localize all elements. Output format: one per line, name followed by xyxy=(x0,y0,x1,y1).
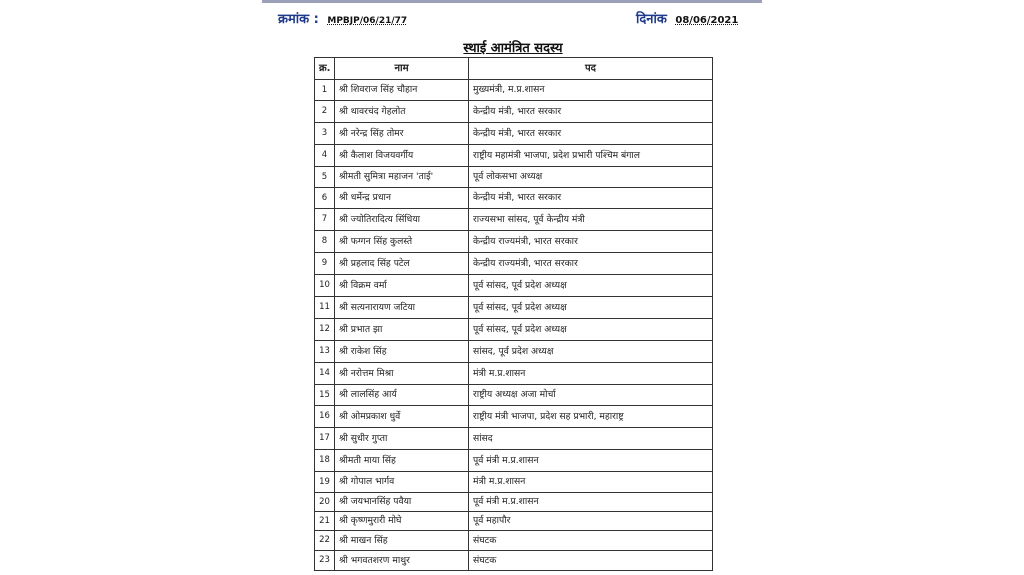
row-member-name: श्री ज्योतिरादित्य सिंधिया xyxy=(335,209,469,231)
row-member-post: राष्ट्रीय महामंत्री भाजपा, प्रदेश प्रभारी पश्चिम बंगाल xyxy=(469,145,713,167)
row-member-name: श्री थावरचंद गेहलोत xyxy=(335,101,469,123)
row-member-name: श्री विक्रम वर्मा xyxy=(335,275,469,297)
column-header-post: पद xyxy=(469,58,713,80)
table-row xyxy=(315,123,713,145)
row-member-name: श्री गोपाल भार्गव xyxy=(335,472,469,493)
table-row xyxy=(315,512,713,531)
table-row xyxy=(315,145,713,167)
row-member-name: श्री माखन सिंह xyxy=(335,531,469,551)
row-serial-number: 18 xyxy=(315,450,335,472)
row-serial-number: 8 xyxy=(315,231,335,253)
table-row xyxy=(315,167,713,188)
row-serial-number: 10 xyxy=(315,275,335,297)
row-member-post: केन्द्रीय राज्यमंत्री, भारत सरकार xyxy=(469,253,713,275)
row-serial-number: 5 xyxy=(315,167,335,188)
row-serial-number: 3 xyxy=(315,123,335,145)
row-member-name: श्री कृष्णमुरारी मोघे xyxy=(335,512,469,531)
row-serial-number: 1 xyxy=(315,80,335,101)
row-member-post: पूर्व सांसद, पूर्व प्रदेश अध्यक्ष xyxy=(469,319,713,341)
table-row xyxy=(315,385,713,406)
row-member-name: श्री सुधीर गुप्ता xyxy=(335,428,469,450)
table-row xyxy=(315,80,713,101)
table-row xyxy=(315,472,713,493)
row-member-post: सांसद, पूर्व प्रदेश अध्यक्ष xyxy=(469,341,713,363)
row-serial-number: 22 xyxy=(315,531,335,551)
row-serial-number: 9 xyxy=(315,253,335,275)
row-member-post: केन्द्रीय मंत्री, भारत सरकार xyxy=(469,123,713,145)
row-serial-number: 4 xyxy=(315,145,335,167)
reference-label: क्रमांक : xyxy=(278,12,319,27)
table-row xyxy=(315,253,713,275)
row-serial-number: 12 xyxy=(315,319,335,341)
date-label: दिनांक xyxy=(636,12,667,27)
row-serial-number: 23 xyxy=(315,551,335,571)
table-header-row xyxy=(315,58,713,80)
row-member-post: पूर्व सांसद, पूर्व प्रदेश अध्यक्ष xyxy=(469,297,713,319)
table-row xyxy=(315,209,713,231)
row-member-post: मुख्यमंत्री, म.प्र.शासन xyxy=(469,80,713,101)
row-member-post: संघटक xyxy=(469,551,713,571)
row-member-name: श्री भगवतशरण माथुर xyxy=(335,551,469,571)
row-member-post: मंत्री म.प्र.शासन xyxy=(469,363,713,385)
table-row xyxy=(315,493,713,512)
row-member-name: श्री फग्गन सिंह कुलस्ते xyxy=(335,231,469,253)
reference-value: MPBJP/06/21/77 xyxy=(327,16,408,26)
table-row xyxy=(315,275,713,297)
column-header-serial: क्र. xyxy=(315,58,335,80)
row-serial-number: 7 xyxy=(315,209,335,231)
row-member-name: श्री सत्यनारायण जटिया xyxy=(335,297,469,319)
row-member-post: सांसद xyxy=(469,428,713,450)
row-member-post: राज्यसभा सांसद, पूर्व केन्द्रीय मंत्री xyxy=(469,209,713,231)
table-row xyxy=(315,319,713,341)
row-member-name: श्रीमती माया सिंह xyxy=(335,450,469,472)
row-member-post: राष्ट्रीय अध्यक्ष अजा मोर्चा xyxy=(469,385,713,406)
document-date xyxy=(636,9,738,27)
row-member-name: श्री नरोत्तम मिश्रा xyxy=(335,363,469,385)
letterhead-divider xyxy=(262,0,762,3)
row-member-name: श्री लालसिंह आर्य xyxy=(335,385,469,406)
row-member-post: संघटक xyxy=(469,531,713,551)
row-member-name: श्री शिवराज सिंह चौहान xyxy=(335,80,469,101)
table-row xyxy=(315,297,713,319)
row-member-name: श्री धर्मेन्द्र प्रधान xyxy=(335,188,469,209)
row-member-post: केन्द्रीय राज्यमंत्री, भारत सरकार xyxy=(469,231,713,253)
column-header-name: नाम xyxy=(335,58,469,80)
row-serial-number: 13 xyxy=(315,341,335,363)
row-member-name: श्री प्रहलाद सिंह पटेल xyxy=(335,253,469,275)
row-member-post: राष्ट्रीय मंत्री भाजपा, प्रदेश सह प्रभारी, महाराष्ट्र xyxy=(469,406,713,428)
table-row xyxy=(315,341,713,363)
table-row xyxy=(315,363,713,385)
row-member-name: श्री राकेश सिंह xyxy=(335,341,469,363)
row-serial-number: 21 xyxy=(315,512,335,531)
table-row xyxy=(315,188,713,209)
members-table xyxy=(314,57,713,571)
row-member-post: पूर्व लोकसभा अध्यक्ष xyxy=(469,167,713,188)
row-member-name: श्री ओमप्रकाश धुर्वे xyxy=(335,406,469,428)
members-table-body xyxy=(315,80,713,571)
row-member-name: श्री कैलाश विजयवर्गीय xyxy=(335,145,469,167)
row-member-name: श्री जयभानसिंह पवैया xyxy=(335,493,469,512)
row-member-post: पूर्व सांसद, पूर्व प्रदेश अध्यक्ष xyxy=(469,275,713,297)
row-serial-number: 17 xyxy=(315,428,335,450)
table-row xyxy=(315,551,713,571)
row-serial-number: 16 xyxy=(315,406,335,428)
table-row xyxy=(315,428,713,450)
row-member-post: मंत्री म.प्र.शासन xyxy=(469,472,713,493)
table-row xyxy=(315,531,713,551)
row-member-post: केन्द्रीय मंत्री, भारत सरकार xyxy=(469,101,713,123)
row-serial-number: 20 xyxy=(315,493,335,512)
row-serial-number: 6 xyxy=(315,188,335,209)
table-row xyxy=(315,406,713,428)
row-member-name: श्री प्रभात झा xyxy=(335,319,469,341)
row-member-name: श्री नरेन्द्र सिंह तोमर xyxy=(335,123,469,145)
reference-number xyxy=(278,9,407,27)
row-serial-number: 19 xyxy=(315,472,335,493)
row-member-post: केन्द्रीय मंत्री, भारत सरकार xyxy=(469,188,713,209)
row-serial-number: 11 xyxy=(315,297,335,319)
page-title: स्थाई आमंत्रित सदस्य xyxy=(463,41,563,56)
table-row xyxy=(315,101,713,123)
table-row xyxy=(315,231,713,253)
row-member-post: पूर्व महापौर xyxy=(469,512,713,531)
row-serial-number: 2 xyxy=(315,101,335,123)
table-row xyxy=(315,450,713,472)
date-value: 08/06/2021 xyxy=(675,15,739,26)
row-member-post: पूर्व मंत्री म.प्र.शासन xyxy=(469,450,713,472)
row-member-post: पूर्व मंत्री म.प्र.शासन xyxy=(469,493,713,512)
row-serial-number: 15 xyxy=(315,385,335,406)
row-member-name: श्रीमती सुमित्रा महाजन 'ताई' xyxy=(335,167,469,188)
row-serial-number: 14 xyxy=(315,363,335,385)
